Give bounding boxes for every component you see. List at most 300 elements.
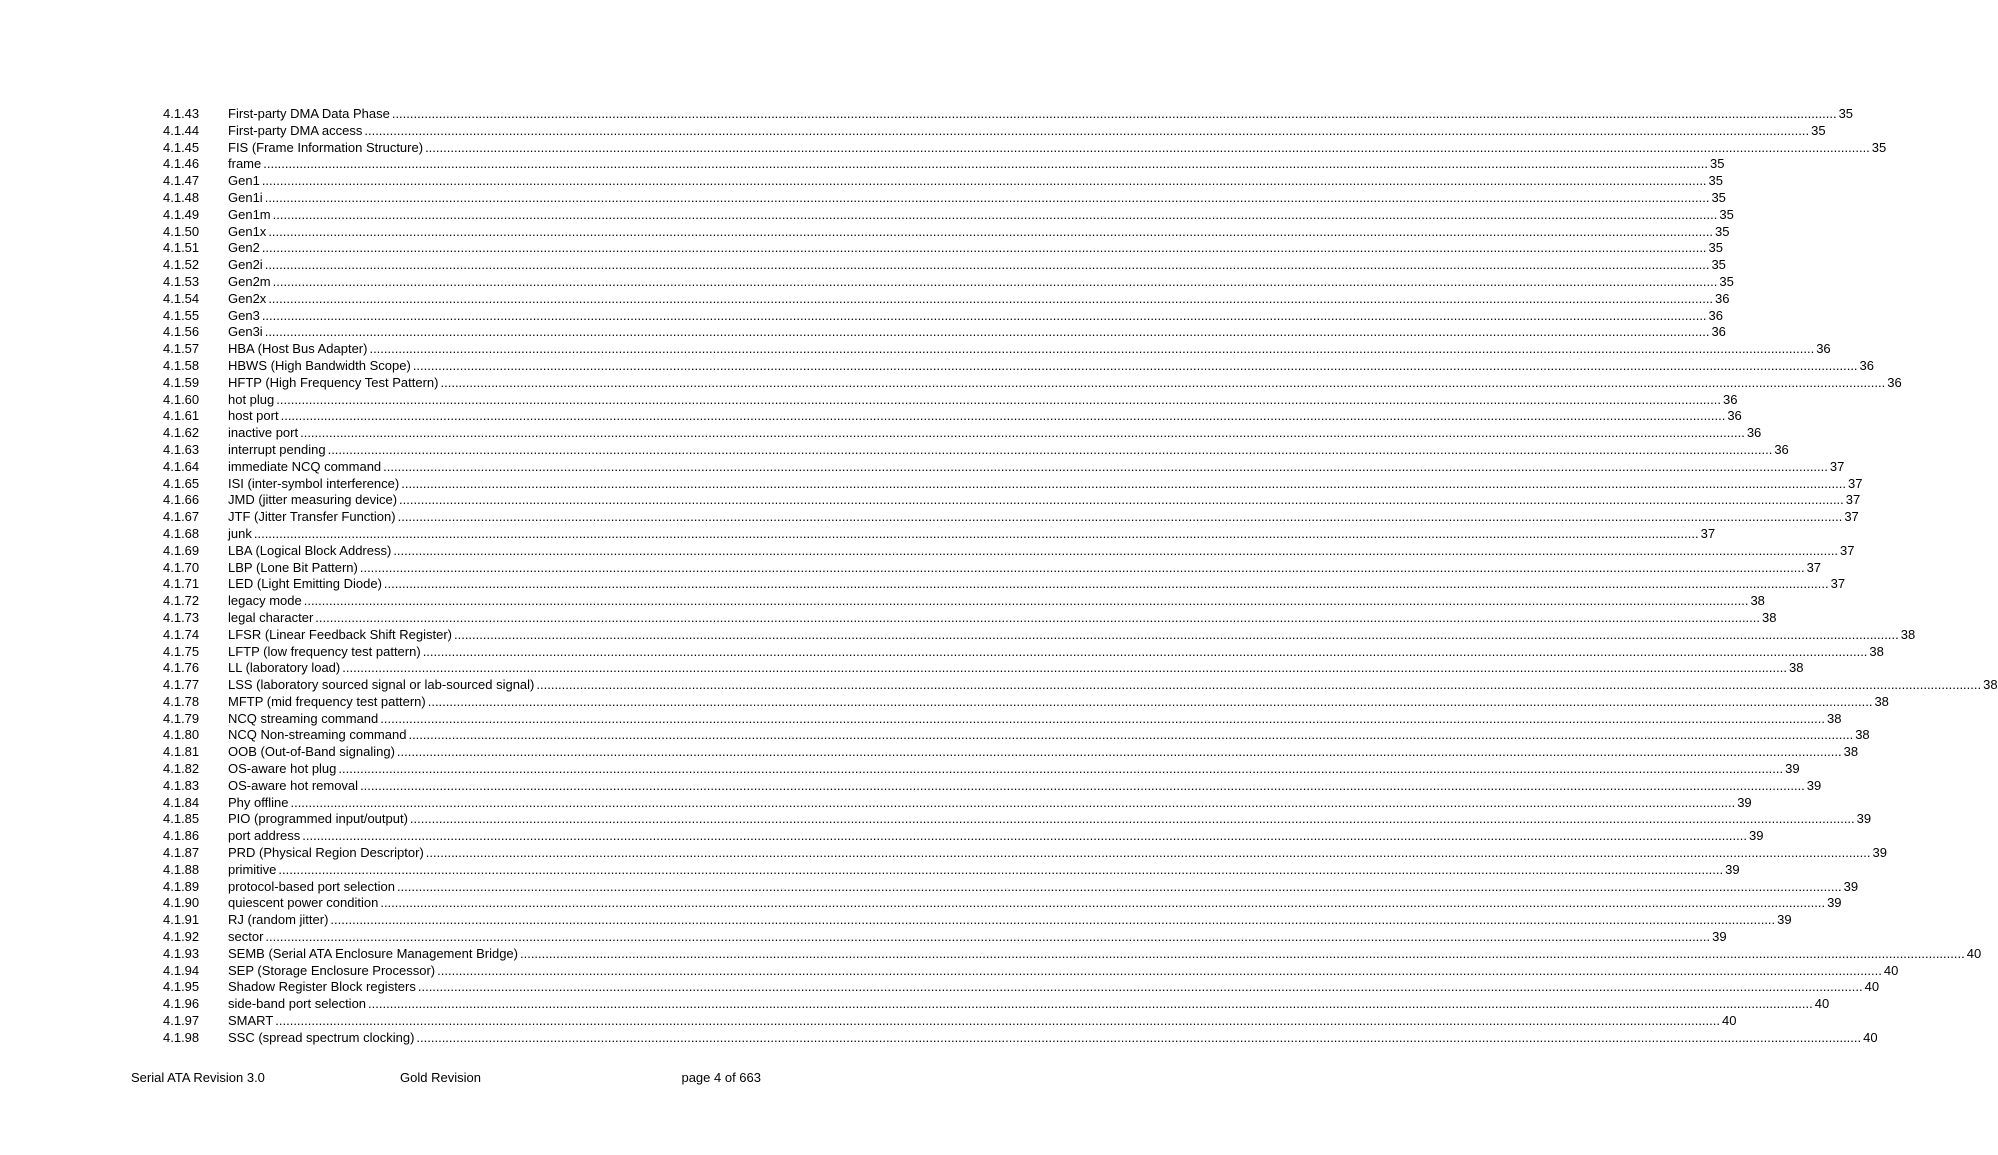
dot-leader: ................................................................................................................................................................................................................................................................................................................................................................................................................	[409, 811, 1855, 827]
toc-entry-page: 38	[1869, 643, 1884, 659]
toc-entry-page: 39	[1785, 761, 1800, 777]
toc-entry[interactable]	[0, 945, 1982, 963]
toc-entry-title: port address	[228, 828, 301, 844]
toc-entry-page: 36	[1708, 307, 1724, 323]
toc-entry-number: 4.1.51	[163, 240, 200, 256]
dot-leader: ................................................................................................................................................................................................................................................................................................................................................................................................................	[519, 945, 1965, 961]
toc-entry-title: Gen1i	[228, 189, 263, 205]
dot-leader: ................................................................................................................................................................................................................................................................................................................................................................................................................	[300, 425, 1745, 441]
toc-entry-title: SSC (spread spectrum clocking)	[228, 1029, 415, 1045]
toc-entry-title: interrupt pending	[228, 441, 326, 457]
toc-entry[interactable]	[0, 593, 1765, 610]
toc-entry-line	[228, 643, 1884, 661]
toc-entry[interactable]	[0, 290, 1730, 308]
toc-entry[interactable]	[0, 609, 1777, 627]
toc-entry-line	[228, 559, 1822, 577]
toc-entry[interactable]	[0, 777, 1822, 795]
toc-entry-title: Gen2x	[228, 290, 267, 306]
dot-leader: ................................................................................................................................................................................................................................................................................................................................................................................................................	[261, 173, 1707, 189]
toc-entry-page: 40	[1863, 1029, 1878, 1045]
dot-leader: ................................................................................................................................................................................................................................................................................................................................................................................................................	[396, 744, 1842, 760]
toc-entry-title: LED (Light Emitting Diode)	[228, 576, 382, 592]
toc-entry[interactable]	[0, 895, 1842, 912]
toc-entry-number: 4.1.88	[163, 861, 200, 877]
toc-entry-title: frame	[228, 156, 262, 172]
toc-entry-title: host port	[228, 408, 279, 424]
toc-entry-number: 4.1.62	[163, 425, 200, 441]
toc-entry[interactable]	[0, 307, 1724, 325]
toc-entry-number: 4.1.59	[163, 374, 200, 390]
dot-leader: ................................................................................................................................................................................................................................................................................................................................................................................................................	[368, 996, 1813, 1012]
toc-entry-number: 4.1.85	[163, 811, 200, 827]
toc-entry-line	[228, 861, 1740, 879]
toc-entry-page: 35	[1715, 223, 1730, 239]
toc-entry-page: 38	[1827, 710, 1842, 726]
toc-entry-number: 4.1.83	[163, 777, 200, 793]
toc-entry-title: OS-aware hot plug	[228, 761, 337, 777]
toc-entry[interactable]	[0, 996, 1830, 1013]
toc-entry-title: side-band port selection	[228, 996, 367, 1012]
toc-entry-page: 37	[1840, 542, 1855, 558]
toc-entry-title: LBP (Lone Bit Pattern)	[228, 559, 358, 575]
dot-leader: ................................................................................................................................................................................................................................................................................................................................................................................................................	[416, 1029, 1862, 1045]
toc-entry-number: 4.1.56	[163, 324, 200, 340]
toc-entry-title: Phy offline	[228, 794, 289, 810]
toc-entry-page: 38	[1855, 727, 1870, 743]
toc-entry-number: 4.1.49	[163, 206, 200, 222]
toc-entry-page: 38	[1788, 660, 1804, 676]
toc-entry-number: 4.1.61	[163, 408, 200, 424]
toc-entry[interactable]	[0, 156, 1725, 173]
toc-entry-page: 40	[1966, 945, 1982, 961]
toc-entry-line	[228, 156, 1725, 173]
toc-entry[interactable]	[0, 1029, 1878, 1047]
toc-entry[interactable]	[0, 173, 1724, 190]
toc-entry-number: 4.1.68	[163, 525, 200, 541]
toc-entry-number: 4.1.43	[163, 106, 200, 121]
toc-entry[interactable]	[0, 828, 1764, 845]
toc-entry-line	[228, 290, 1730, 308]
toc-entry-number: 4.1.73	[163, 609, 200, 625]
toc-entry-line	[228, 458, 1845, 476]
toc-entry-line	[228, 979, 1880, 996]
toc-entry-page: 39	[1749, 828, 1764, 844]
toc-entry-title: LSS (laboratory sourced signal or lab-sourced signal)	[228, 677, 535, 693]
toc-entry-title: FIS (Frame Information Structure)	[228, 139, 424, 155]
toc-entry[interactable]	[0, 122, 1826, 140]
toc-entry[interactable]	[0, 206, 1734, 224]
toc-entry[interactable]	[0, 458, 1845, 476]
toc-entry[interactable]	[0, 139, 1887, 157]
dot-leader: ................................................................................................................................................................................................................................................................................................................................................................................................................	[268, 223, 1714, 239]
toc-entry-page: 35	[1711, 257, 1726, 273]
toc-entry-line	[228, 475, 1863, 493]
dot-leader: ................................................................................................................................................................................................................................................................................................................................................................................................................	[425, 845, 1871, 861]
toc-entry[interactable]	[0, 425, 1762, 442]
toc-entry-line	[228, 761, 1800, 778]
toc-entry-page: 36	[1887, 374, 1902, 390]
toc-entry-page: 39	[1872, 845, 1887, 861]
toc-entry-page: 36	[1859, 357, 1875, 373]
toc-entry-page: 38	[1900, 626, 1916, 642]
toc-entry[interactable]	[0, 1013, 1737, 1030]
toc-entry-number: 4.1.86	[163, 828, 200, 844]
dot-leader: ................................................................................................................................................................................................................................................................................................................................................................................................................	[330, 912, 1776, 928]
toc-entry-line	[228, 626, 1916, 644]
dot-leader: ................................................................................................................................................................................................................................................................................................................................................................................................................	[264, 189, 1710, 205]
dot-leader: ................................................................................................................................................................................................................................................................................................................................................................................................................	[268, 290, 1714, 306]
toc-entry-number: 4.1.81	[163, 744, 200, 760]
toc-entry-number: 4.1.55	[163, 307, 200, 323]
toc-entry-number: 4.1.82	[163, 761, 200, 777]
toc-entry-line	[228, 744, 1859, 761]
toc-entry-number: 4.1.45	[163, 139, 200, 155]
toc-entry-number: 4.1.60	[163, 391, 200, 407]
toc-entry[interactable]	[0, 576, 1846, 593]
toc-entry[interactable]	[0, 979, 1880, 996]
dot-leader: ................................................................................................................................................................................................................................................................................................................................................................................................................	[422, 643, 1868, 659]
dot-leader: ................................................................................................................................................................................................................................................................................................................................................................................................................	[408, 727, 1854, 743]
dot-leader: ................................................................................................................................................................................................................................................................................................................................................................................................................	[437, 962, 1882, 978]
toc-entry[interactable]	[0, 727, 1870, 744]
toc-entry-number: 4.1.53	[163, 273, 200, 289]
toc-entry-title: JTF (Jitter Transfer Function)	[228, 509, 396, 525]
toc-entry-number: 4.1.52	[163, 257, 200, 273]
dot-leader: ................................................................................................................................................................................................................................................................................................................................................................................................................	[417, 979, 1863, 995]
toc-entry[interactable]	[0, 878, 1859, 896]
toc-entry[interactable]	[0, 525, 1716, 543]
toc-entry[interactable]	[0, 845, 1887, 862]
toc-entry-number: 4.1.74	[163, 626, 200, 642]
toc-entry-number: 4.1.70	[163, 559, 200, 575]
toc-entry-line	[228, 492, 1861, 509]
toc-entry-title: JMD (jitter measuring device)	[228, 492, 398, 508]
table-of-contents	[0, 106, 1998, 1047]
toc-entry[interactable]	[0, 559, 1822, 577]
dot-leader: ................................................................................................................................................................................................................................................................................................................................................................................................................	[427, 693, 1873, 709]
toc-entry[interactable]	[0, 677, 1998, 694]
dot-leader: ................................................................................................................................................................................................................................................................................................................................................................................................................	[453, 626, 1899, 642]
toc-entry-line	[228, 408, 1742, 425]
toc-entry-line	[228, 173, 1724, 190]
toc-entry-page: 37	[1844, 509, 1859, 525]
toc-entry[interactable]	[0, 693, 1889, 711]
toc-entry-page: 40	[1722, 1013, 1737, 1029]
toc-entry[interactable]	[0, 324, 1726, 341]
toc-entry-number: 4.1.89	[163, 878, 200, 894]
toc-entry-page: 37	[1845, 492, 1861, 508]
toc-entry-page: 37	[1700, 525, 1716, 541]
toc-entry-number: 4.1.87	[163, 845, 200, 861]
toc-entry[interactable]	[0, 744, 1859, 761]
toc-entry[interactable]	[0, 912, 1792, 929]
toc-entry-title: Shadow Register Block registers	[228, 979, 416, 995]
toc-entry-title: ISI (inter-symbol interference)	[228, 475, 400, 491]
toc-entry-line	[228, 273, 1734, 291]
toc-entry-line	[228, 391, 1738, 409]
toc-entry-line	[228, 727, 1870, 744]
dot-leader: ................................................................................................................................................................................................................................................................................................................................................................................................................	[391, 106, 1837, 121]
toc-entry-page: 35	[1711, 189, 1726, 205]
toc-entry[interactable]	[0, 929, 1727, 946]
toc-entry[interactable]	[0, 811, 1872, 828]
toc-entry[interactable]	[0, 761, 1800, 778]
toc-entry-title: Gen2m	[228, 273, 271, 289]
toc-entry[interactable]	[0, 861, 1740, 879]
dot-leader: ................................................................................................................................................................................................................................................................................................................................................................................................................	[380, 710, 1826, 726]
dot-leader: ................................................................................................................................................................................................................................................................................................................................................................................................................	[280, 408, 1726, 424]
toc-entry[interactable]	[0, 240, 1724, 257]
toc-entry-title: LFSR (Linear Feedback Shift Register)	[228, 626, 452, 642]
toc-entry-title: SEMB (Serial ATA Enclosure Management Bridge)	[228, 945, 518, 961]
toc-entry-line	[228, 189, 1726, 207]
dot-leader: ................................................................................................................................................................................................................................................................................................................................................................................................................	[263, 156, 1708, 172]
dot-leader: ................................................................................................................................................................................................................................................................................................................................................................................................................	[261, 307, 1707, 323]
toc-entry-line	[228, 929, 1727, 946]
toc-entry-title: legacy mode	[228, 593, 302, 609]
toc-entry[interactable]	[0, 509, 1859, 526]
toc-entry[interactable]	[0, 643, 1884, 661]
toc-entry[interactable]	[0, 962, 1899, 980]
toc-entry-number: 4.1.80	[163, 727, 200, 743]
toc-entry-line	[228, 693, 1889, 711]
toc-entry-title: sector	[228, 929, 264, 945]
toc-entry-number: 4.1.67	[163, 509, 200, 525]
dot-leader: ................................................................................................................................................................................................................................................................................................................................................................................................................	[278, 861, 1724, 877]
toc-entry-line	[228, 525, 1716, 543]
toc-entry-title: immediate NCQ command	[228, 458, 382, 474]
toc-entry-line	[228, 878, 1859, 896]
toc-entry[interactable]	[0, 273, 1734, 291]
toc-entry-title: OS-aware hot removal	[228, 777, 359, 793]
toc-entry-title: LBA (Logical Block Address)	[228, 542, 392, 558]
toc-entry-title: quiescent power condition	[228, 895, 379, 911]
toc-entry-line	[228, 576, 1846, 593]
toc-entry-title: NCQ Non-streaming command	[228, 727, 407, 743]
toc-entry-line	[228, 845, 1887, 862]
toc-entry[interactable]	[0, 391, 1738, 409]
toc-entry-page: 37	[1806, 559, 1822, 575]
toc-entry-title: protocol-based port selection	[228, 878, 395, 894]
dot-leader: ................................................................................................................................................................................................................................................................................................................................................................................................................	[425, 139, 1870, 155]
toc-entry-title: PIO (programmed input/output)	[228, 811, 408, 827]
toc-entry-title: junk	[228, 525, 252, 541]
toc-entry-page: 37	[1847, 475, 1863, 491]
toc-entry-page: 40	[1864, 979, 1880, 995]
dot-leader: ................................................................................................................................................................................................................................................................................................................................................................................................................	[290, 794, 1736, 810]
toc-entry-page: 39	[1712, 929, 1727, 945]
dot-leader: ................................................................................................................................................................................................................................................................................................................................................................................................................	[440, 374, 1886, 390]
toc-entry-page: 39	[1856, 811, 1872, 827]
toc-entry-page: 38	[1874, 693, 1889, 709]
toc-entry[interactable]	[0, 492, 1861, 509]
dot-leader: ................................................................................................................................................................................................................................................................................................................................................................................................................	[401, 475, 1846, 491]
toc-entry-number: 4.1.48	[163, 189, 200, 205]
toc-entry[interactable]	[0, 106, 1854, 123]
toc-entry-page: 40	[1883, 962, 1899, 978]
page-footer	[0, 1069, 893, 1087]
toc-entry-line	[228, 794, 1752, 812]
toc-entry-number: 4.1.75	[163, 643, 200, 659]
toc-entry[interactable]	[0, 341, 1831, 358]
toc-entry-page: 36	[1746, 425, 1762, 441]
toc-entry-title: hot plug	[228, 391, 275, 407]
dot-leader: ................................................................................................................................................................................................................................................................................................................................................................................................................	[397, 509, 1843, 525]
dot-leader: ................................................................................................................................................................................................................................................................................................................................................................................................................	[380, 895, 1826, 911]
toc-entry[interactable]	[0, 660, 1804, 677]
toc-entry-page: 39	[1806, 777, 1822, 793]
toc-entry[interactable]	[0, 374, 1902, 392]
toc-entry-number: 4.1.72	[163, 593, 200, 609]
toc-entry-line	[228, 811, 1872, 828]
dot-leader: ................................................................................................................................................................................................................................................................................................................................................................................................................	[303, 593, 1749, 609]
toc-entry-title: Gen2i	[228, 257, 263, 273]
toc-entry-number: 4.1.78	[163, 693, 200, 709]
toc-entry-page: 35	[1811, 122, 1826, 138]
toc-entry[interactable]	[0, 223, 1730, 241]
toc-entry-number: 4.1.47	[163, 173, 200, 189]
toc-entry-number: 4.1.69	[163, 542, 200, 558]
toc-entry-title: PRD (Physical Region Descriptor)	[228, 845, 424, 861]
toc-entry-number: 4.1.97	[163, 1013, 200, 1029]
toc-entry-title: LFTP (low frequency test pattern)	[228, 643, 421, 659]
toc-entry-line	[228, 324, 1726, 341]
dot-leader: ................................................................................................................................................................................................................................................................................................................................................................................................................	[275, 1013, 1720, 1029]
toc-entry-page: 37	[1829, 458, 1845, 474]
dot-leader: ................................................................................................................................................................................................................................................................................................................................................................................................................	[264, 257, 1710, 273]
toc-entry-line	[228, 609, 1777, 627]
toc-entry-title: HBA (Host Bus Adapter)	[228, 341, 368, 357]
toc-entry-number: 4.1.64	[163, 458, 200, 474]
toc-entry-line	[228, 425, 1762, 442]
toc-entry-page: 36	[1816, 341, 1831, 357]
toc-entry-title: First-party DMA access	[228, 122, 363, 138]
toc-entry-title: Gen3	[228, 307, 260, 323]
toc-entry[interactable]	[0, 408, 1742, 425]
toc-entry-line	[228, 240, 1724, 257]
toc-entry-line	[228, 912, 1792, 929]
toc-entry[interactable]	[0, 257, 1726, 274]
toc-entry-title: primitive	[228, 861, 277, 877]
toc-entry-title: MFTP (mid frequency test pattern)	[228, 693, 426, 709]
dot-leader: ................................................................................................................................................................................................................................................................................................................................................................................................................	[359, 559, 1805, 575]
toc-entry-page: 39	[1843, 878, 1859, 894]
toc-entry-title: RJ (random jitter)	[228, 912, 329, 928]
toc-entry-title: SEP (Storage Enclosure Processor)	[228, 962, 436, 978]
toc-entry-title: HFTP (High Frequency Test Pattern)	[228, 374, 439, 390]
toc-entry-line	[228, 677, 1998, 694]
toc-entry-title: SMART	[228, 1013, 274, 1029]
toc-entry-title: HBWS (High Bandwidth Scope)	[228, 357, 411, 373]
dot-leader: ................................................................................................................................................................................................................................................................................................................................................................................................................	[383, 458, 1828, 474]
toc-entry[interactable]	[0, 626, 1916, 644]
toc-entry-line	[228, 593, 1765, 610]
toc-entry[interactable]	[0, 441, 1789, 459]
toc-entry-number: 4.1.92	[163, 929, 200, 945]
toc-entry-line	[228, 257, 1726, 274]
toc-entry-line	[228, 895, 1842, 912]
toc-entry[interactable]	[0, 357, 1875, 375]
dot-leader: ................................................................................................................................................................................................................................................................................................................................................................................................................	[393, 542, 1839, 558]
dot-leader: ................................................................................................................................................................................................................................................................................................................................................................................................................	[261, 240, 1707, 256]
dot-leader: ................................................................................................................................................................................................................................................................................................................................................................................................................	[412, 357, 1858, 373]
toc-entry-page: 36	[1723, 391, 1738, 407]
toc-entry-page: 38	[1750, 593, 1765, 609]
toc-entry-title: NCQ streaming command	[228, 710, 379, 726]
toc-entry-title: OOB (Out-of-Band signaling)	[228, 744, 395, 760]
toc-entry-line	[228, 996, 1830, 1013]
toc-entry-line	[228, 223, 1730, 241]
toc-entry-title: Gen1	[228, 173, 260, 189]
toc-entry-page: 36	[1774, 441, 1789, 457]
toc-entry-line	[228, 441, 1789, 459]
toc-entry[interactable]	[0, 189, 1726, 207]
toc-entry-line	[228, 106, 1854, 123]
toc-entry-line	[228, 1029, 1878, 1047]
dot-leader: ................................................................................................................................................................................................................................................................................................................................................................................................................	[272, 206, 1718, 222]
toc-entry-page: 39	[1827, 895, 1842, 911]
toc-entry-number: 4.1.58	[163, 357, 200, 373]
toc-entry-page: 36	[1727, 408, 1742, 424]
dot-leader: ................................................................................................................................................................................................................................................................................................................................................................................................................	[272, 273, 1718, 289]
toc-entry-line	[228, 962, 1899, 980]
toc-entry-number: 4.1.79	[163, 710, 200, 726]
toc-entry-page: 35	[1709, 156, 1725, 172]
dot-leader: ................................................................................................................................................................................................................................................................................................................................................................................................................	[253, 525, 1699, 541]
toc-entry-page: 38	[1762, 609, 1777, 625]
footer-document-title: Serial ATA Revision 3.0	[131, 1070, 265, 1085]
toc-entry-page: 35	[1708, 240, 1724, 256]
toc-entry-number: 4.1.76	[163, 660, 200, 676]
dot-leader: ................................................................................................................................................................................................................................................................................................................................................................................................................	[364, 122, 1810, 138]
toc-entry-number: 4.1.94	[163, 962, 200, 978]
toc-entry-number: 4.1.46	[163, 156, 200, 172]
toc-entry-number: 4.1.84	[163, 794, 200, 810]
toc-entry-page: 35	[1719, 273, 1734, 289]
toc-entry-line	[228, 710, 1842, 728]
toc-entry[interactable]	[0, 475, 1863, 493]
toc-entry-line	[228, 206, 1734, 224]
dot-leader: ................................................................................................................................................................................................................................................................................................................................................................................................................	[327, 441, 1773, 457]
toc-entry-number: 4.1.90	[163, 895, 200, 911]
toc-entry-page: 37	[1830, 576, 1846, 592]
dot-leader: ................................................................................................................................................................................................................................................................................................................................................................................................................	[264, 324, 1710, 340]
toc-entry-page: 38	[1983, 677, 1998, 693]
toc-entry-page: 39	[1725, 861, 1740, 877]
toc-entry-number: 4.1.77	[163, 677, 200, 693]
toc-entry-page: 35	[1719, 206, 1734, 222]
toc-entry-line	[228, 542, 1855, 560]
toc-entry-line	[228, 374, 1902, 392]
toc-entry-number: 4.1.96	[163, 996, 200, 1012]
dot-leader: ................................................................................................................................................................................................................................................................................................................................................................................................................	[315, 609, 1761, 625]
toc-entry-number: 4.1.54	[163, 290, 200, 306]
toc-entry-title: Gen2	[228, 240, 260, 256]
toc-entry[interactable]	[0, 794, 1752, 812]
toc-entry-line	[228, 341, 1831, 358]
dot-leader: ................................................................................................................................................................................................................................................................................................................................................................................................................	[338, 761, 1784, 777]
toc-entry-title: Gen3i	[228, 324, 263, 340]
toc-entry-line	[228, 1013, 1737, 1030]
dot-leader: ................................................................................................................................................................................................................................................................................................................................................................................................................	[396, 878, 1842, 894]
toc-entry-page: 36	[1715, 290, 1730, 306]
toc-entry-number: 4.1.98	[163, 1029, 200, 1045]
toc-entry[interactable]	[0, 710, 1842, 728]
dot-leader: ................................................................................................................................................................................................................................................................................................................................................................................................................	[369, 341, 1815, 357]
toc-entry-title: inactive port	[228, 425, 299, 441]
toc-entry-page: 39	[1737, 794, 1752, 810]
toc-entry[interactable]	[0, 542, 1855, 560]
